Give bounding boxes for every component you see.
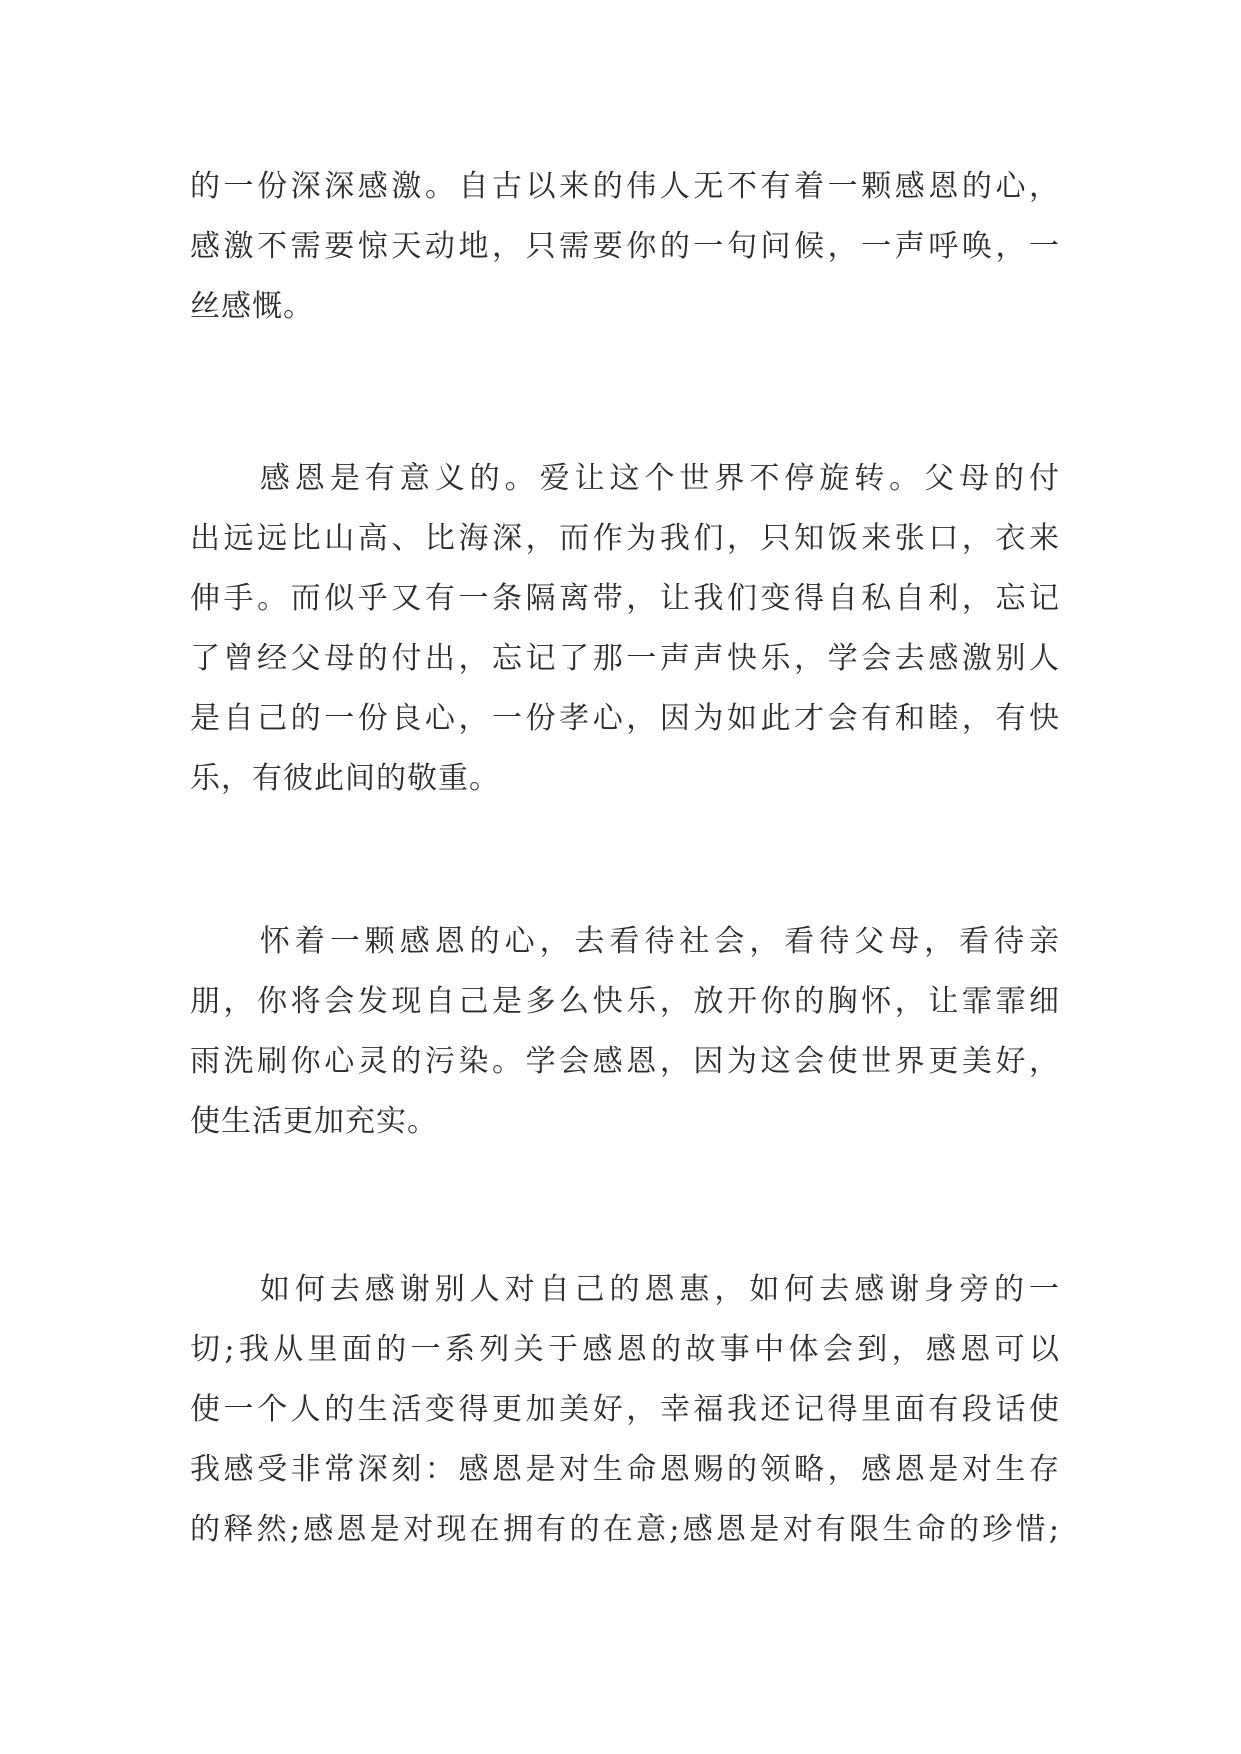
text-line: 怀着一颗感恩的心，去看待社会，看待父母，看待亲 <box>190 924 1060 959</box>
text-line: 了曾经父母的付出，忘记了那一声声快乐，学会去感激别人 <box>190 641 1060 676</box>
paragraph-2 <box>190 449 1060 809</box>
text-line: 是自己的一份良心，一份孝心，因为如此才会有和睦，有快 <box>190 701 1060 736</box>
text-line: 的释然;感恩是对现在拥有的在意;感恩是对有限生命的珍惜; <box>190 1512 1060 1547</box>
text-line: 丝感慨。 <box>190 289 314 324</box>
text-line: 如何去感谢别人对自己的恩惠，如何去感谢身旁的一 <box>190 1272 1060 1307</box>
paragraph-4 <box>190 1260 1060 1560</box>
text-line: 感恩是有意义的。爱让这个世界不停旋转。父母的付 <box>190 461 1060 496</box>
text-line: 感激不需要惊天动地，只需要你的一句问候，一声呼唤，一 <box>190 229 1060 264</box>
paragraph-1 <box>190 157 1060 337</box>
text-line: 出远远比山高、比海深，而作为我们，只知饭来张口，衣来 <box>190 521 1060 556</box>
text-line: 使生活更加充实。 <box>190 1104 438 1139</box>
text-line: 朋，你将会发现自己是多么快乐，放开你的胸怀，让霏霏细 <box>190 984 1060 1019</box>
text-line: 雨洗刷你心灵的污染。学会感恩，因为这会使世界更美好， <box>190 1044 1060 1079</box>
paragraph-3 <box>190 912 1060 1152</box>
text-line: 的一份深深感激。自古以来的伟人无不有着一颗感恩的心， <box>190 169 1060 204</box>
text-line: 乐，有彼此间的敬重。 <box>190 761 500 796</box>
text-line: 伸手。而似乎又有一条隔离带，让我们变得自私自利，忘记 <box>190 581 1060 616</box>
text-line: 使一个人的生活变得更加美好，幸福我还记得里面有段话使 <box>190 1392 1060 1427</box>
text-line: 切;我从里面的一系列关于感恩的故事中体会到，感恩可以 <box>190 1332 1060 1367</box>
text-line: 我感受非常深刻：感恩是对生命恩赐的领略，感恩是对生存 <box>190 1452 1060 1487</box>
